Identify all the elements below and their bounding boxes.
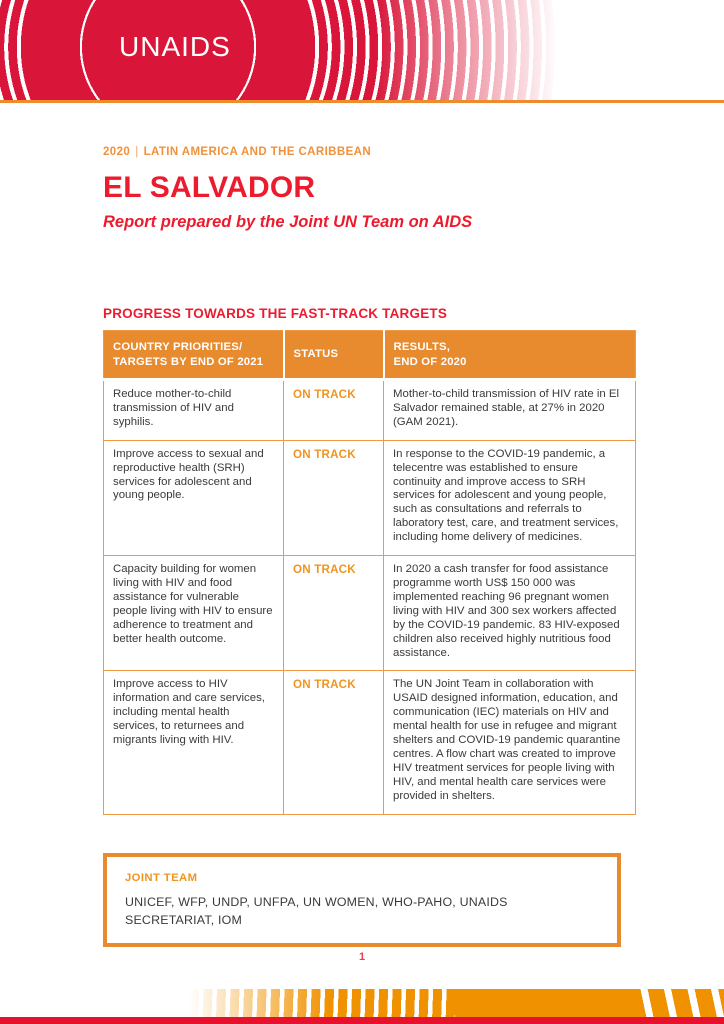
page-subtitle: Report prepared by the Joint UN Team on AIDS — [103, 213, 473, 231]
footer-stripes-pattern — [0, 989, 724, 1017]
header-orange-rule — [0, 100, 724, 103]
priority-cell: Reduce mother-to-child transmission of HIV and syphilis. — [104, 380, 284, 441]
priority-cell: Capacity building for women living with HIV and food assistance for vulnerable people living with HIV to ensure adherence to treatment and better health outcome. — [104, 556, 284, 671]
eyebrow-year: 2020 — [103, 146, 131, 158]
fast-track-table — [103, 330, 636, 815]
result-cell: In 2020 a cash transfer for food assistance programme worth US$ 150 000 was implemented reaching 96 pregnant women living with HIV and 300 sex workers affected by the COVID-19 pandemic. 83 HIV-exposed children also received highly nutritious food assistance. — [384, 556, 636, 671]
progress-section-heading: PROGRESS TOWARDS THE FAST-TRACK TARGETS — [103, 306, 448, 321]
status-badge: ON TRACK — [284, 440, 384, 555]
status-badge: ON TRACK — [284, 556, 384, 671]
status-badge: ON TRACK — [284, 380, 384, 441]
status-badge: ON TRACK — [284, 671, 384, 814]
table-row — [104, 440, 636, 555]
footer-solid-orange — [455, 989, 635, 1017]
page-content — [0, 146, 724, 947]
joint-team-members: UNICEF, WFP, UNDP, UNFPA, UN WOMEN, WHO-PAHO, UNAIDS SECRETARIAT, IOM — [125, 894, 508, 928]
report-eyebrow — [103, 146, 635, 158]
header-band-circles-pattern — [0, 0, 724, 100]
table-row — [104, 556, 636, 671]
footer-stripes-left — [190, 989, 462, 1017]
column-header-status: STATUS — [284, 331, 384, 380]
page-title: EL SALVADOR — [103, 171, 316, 204]
joint-team-box — [103, 853, 621, 947]
table-header-row — [104, 331, 636, 380]
priority-cell: Improve access to sexual and reproductive health (SRH) services for adolescent and young people. — [104, 440, 284, 555]
result-cell: In response to the COVID-19 pandemic, a telecentre was established to ensure continuity and improve access to SRH services for adolescent and young people, such as consultations and referrals to laboratory test, care, and treatment services, including home delivery of medicines. — [384, 440, 636, 555]
eyebrow-separator: | — [135, 146, 139, 158]
page-number: 1 — [358, 951, 366, 963]
table-row — [104, 671, 636, 814]
column-header-results: RESULTS, END OF 2020 — [384, 331, 636, 380]
joint-team-heading: JOINT TEAM — [125, 871, 198, 884]
unaids-logo: UNAIDS — [119, 31, 231, 62]
footer-stripes-right — [630, 989, 724, 1017]
footer-red-bar — [0, 1017, 724, 1024]
table-row — [104, 380, 636, 441]
eyebrow-region: LATIN AMERICA AND THE CARIBBEAN — [143, 146, 372, 158]
result-cell: Mother-to-child transmission of HIV rate in El Salvador remained stable, at 27% in 2020 (GAM 2021). — [384, 380, 636, 441]
result-cell: The UN Joint Team in collaboration with USAID designed information, education, and communication (IEC) materials on HIV and mental health for use in refugee and migrant shelters and COVID-19 pandemic quarantine centres. A flow chart was created to improve HIV treatment services for people living with HIV, and mental health care services were provided in shelters. — [384, 671, 636, 814]
priority-cell: Improve access to HIV information and care services, including mental health services, to returnees and migrants living with HIV. — [104, 671, 284, 814]
column-header-priorities: COUNTRY PRIORITIES/ TARGETS BY END OF 2021 — [104, 331, 284, 380]
